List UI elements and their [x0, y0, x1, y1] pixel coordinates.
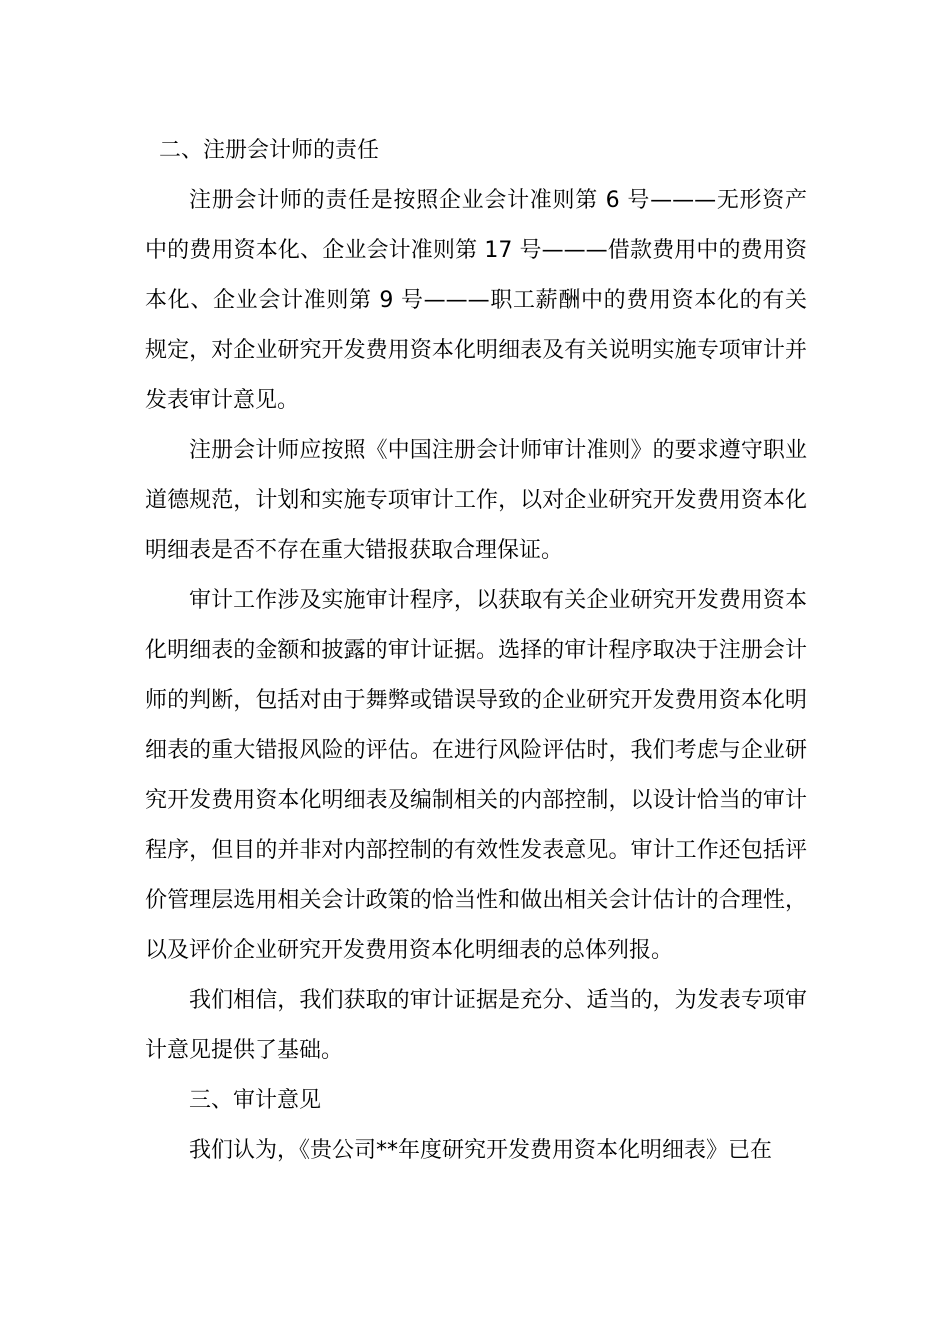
section-heading-audit-opinion: 三、审计意见	[189, 1088, 322, 1113]
paragraph-responsibility-scope: 注册会计师的责任是按照企业会计准则第 6 号———无形资产中的费用资本化、企业会计准则第 17 号———借款费用中的费用资本化、企业会计准则第 9 号———职工薪酬中的费用资本化的有关规定，对企业研究开发费用资本化明细表及有关说明实施专项审计并发表审计意见。	[145, 188, 807, 413]
section-heading-auditor-responsibility: 二、注册会计师的责任	[159, 138, 380, 163]
paragraph-audit-evidence: 我们相信，我们获取的审计证据是充分、适当的，为发表专项审计意见提供了基础。	[145, 988, 807, 1063]
paragraph-audit-standards: 注册会计师应按照《中国注册会计师审计准则》的要求遵守职业道德规范，计划和实施专项审计工作，以对企业研究开发费用资本化明细表是否不存在重大错报获取合理保证。	[145, 438, 807, 563]
paragraph-opinion-start: 我们认为，《贵公司**年度研究开发费用资本化明细表》已在	[189, 1138, 773, 1163]
document-body	[145, 126, 807, 1176]
paragraph-audit-procedures: 审计工作涉及实施审计程序，以获取有关企业研究开发费用资本化明细表的金额和披露的审计证据。选择的审计程序取决于注册会计师的判断，包括对由于舞弊或错误导致的企业研究开发费用资本化明细表的重大错报风险的评估。在进行风险评估时，我们考虑与企业研究开发费用资本化明细表及编制相关的内部控制，以设计恰当的审计程序，但目的并非对内部控制的有效性发表意见。审计工作还包括评价管理层选用相关会计政策的恰当性和做出相关会计估计的合理性，以及评价企业研究开发费用资本化明细表的总体列报。	[145, 588, 807, 963]
